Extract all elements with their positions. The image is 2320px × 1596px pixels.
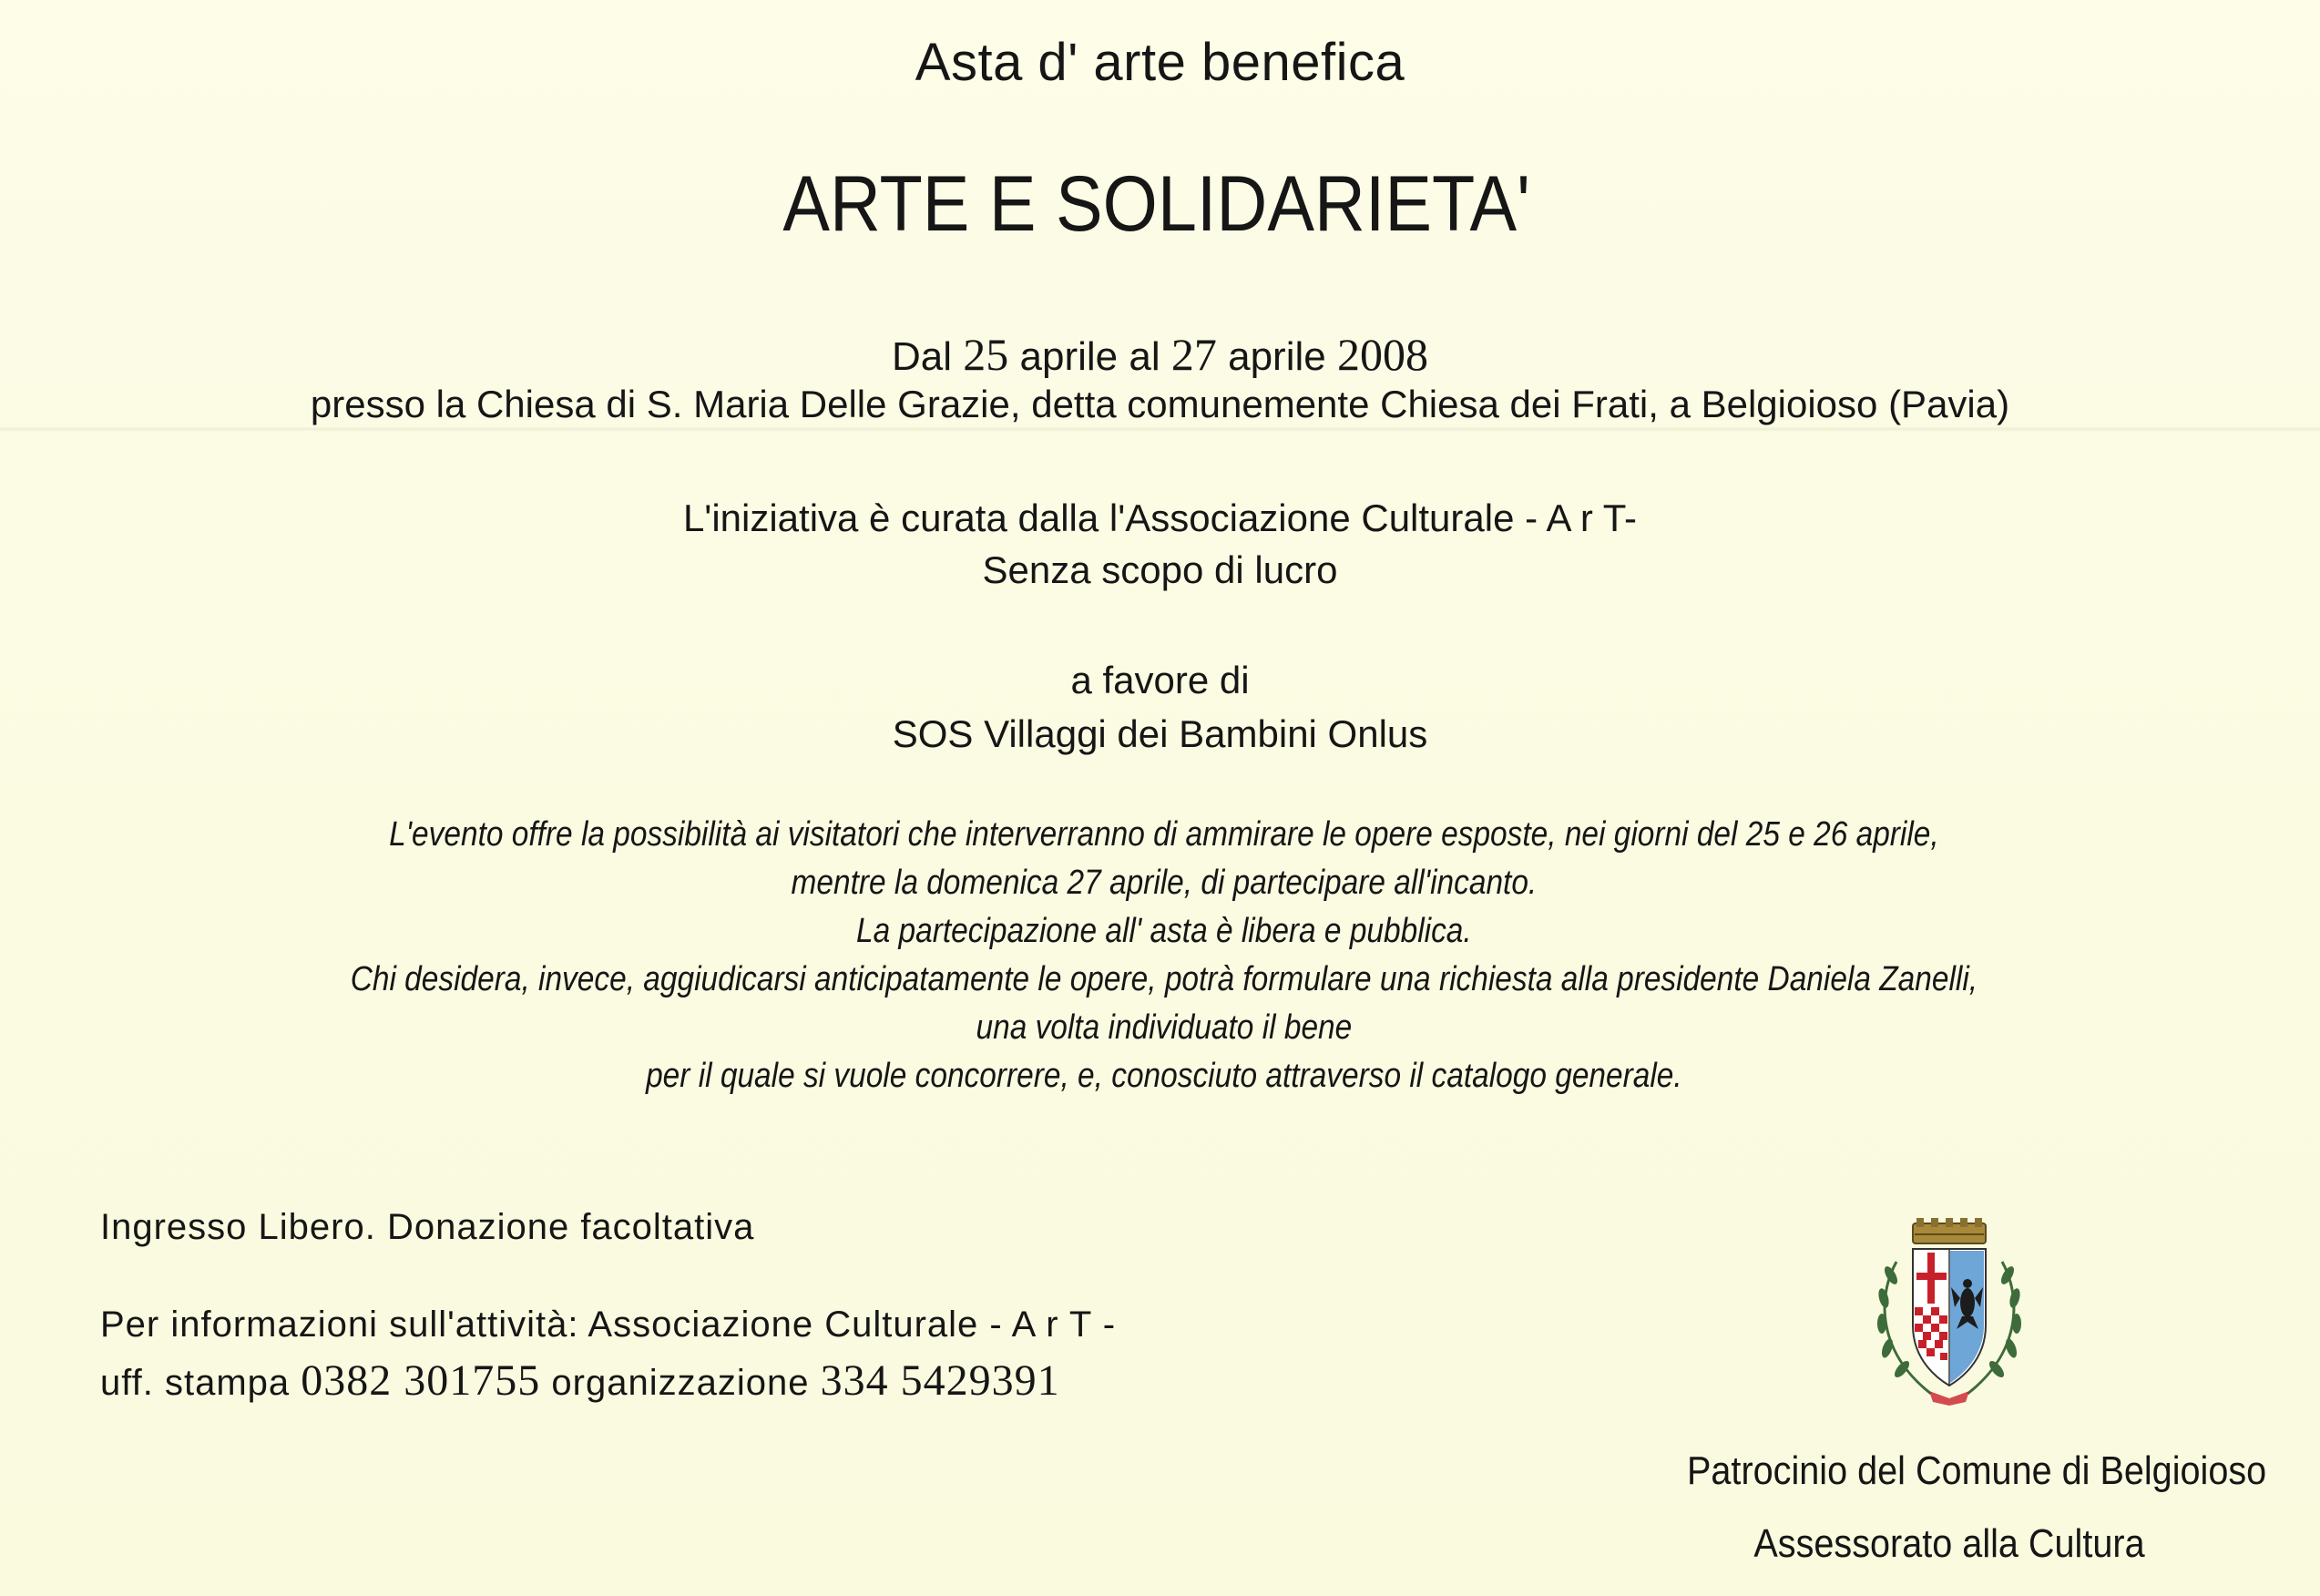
municipal-coat-of-arms-icon <box>1858 1216 2040 1407</box>
organization-label: organizzazione <box>551 1363 810 1403</box>
contact-info: Per informazioni sull'attività: Associazione Culturale - A r T - <box>100 1304 1117 1345</box>
sponsor-block <box>1687 1435 2267 1581</box>
event-title: ARTE E SOLIDARIETA' <box>782 160 1530 248</box>
description-line: Chi desidera, invece, aggiudicarsi anticipatamente le opere, potrà formulare una richiesta alla presidente Daniela Zanelli, <box>350 960 1978 998</box>
sponsor-line-2: Assessorato alla Cultura <box>1753 1521 2145 1566</box>
press-phone: 0382 301755 <box>301 1356 541 1405</box>
crown-icon <box>1913 1218 1986 1243</box>
end-day: 27 <box>1170 329 1217 380</box>
beneficiary-intro: a favore di <box>1070 659 1250 701</box>
contact-phones <box>100 1356 1060 1406</box>
end-month: aprile <box>1228 334 1326 379</box>
start-day: 25 <box>963 329 1009 380</box>
event-venue: presso la Chiesa di S. Maria Delle Grazie, detta comunemente Chiesa dei Frati, a Belgioioso (Pavia) <box>310 383 2010 425</box>
paper-fold-shadow <box>0 426 2320 432</box>
description-line: La partecipazione all' asta è libera e pubblica. <box>856 912 1472 950</box>
event-dates <box>0 328 2320 381</box>
press-label: uff. stampa <box>100 1363 291 1403</box>
dates-from-label: Dal <box>892 334 953 379</box>
sponsor-line-1: Patrocinio del Comune di Belgioioso <box>1687 1448 2267 1493</box>
event-subtitle: Asta d' arte benefica <box>915 33 1405 92</box>
description-line: L'evento offre la possibilità ai visitatori che interverranno di ammirare le opere esposte, nei giorni del 25 e 26 aprile, <box>389 815 1939 854</box>
organization-phone: 334 5429391 <box>820 1356 1060 1405</box>
description-line: una volta individuato il bene <box>976 1008 1353 1047</box>
beneficiary-name: SOS Villaggi dei Bambini Onlus <box>892 712 1428 755</box>
nonprofit-line: Senza scopo di lucro <box>982 548 1338 591</box>
description-line: per il quale si vuole concorrere, e, conosciuto attraverso il catalogo generale. <box>646 1057 1682 1095</box>
shield-icon <box>1913 1249 1986 1386</box>
organizer-line: L'iniziativa è curata dalla l'Associazione Culturale - A r T- <box>682 496 1638 539</box>
entry-note: Ingresso Libero. Donazione facoltativa <box>100 1207 755 1247</box>
event-description <box>143 811 2184 1100</box>
description-line: mentre la domenica 27 aprile, di partecipare all'incanto. <box>791 864 1538 902</box>
start-month: aprile al <box>1019 334 1160 379</box>
event-year: 2008 <box>1336 329 1428 380</box>
